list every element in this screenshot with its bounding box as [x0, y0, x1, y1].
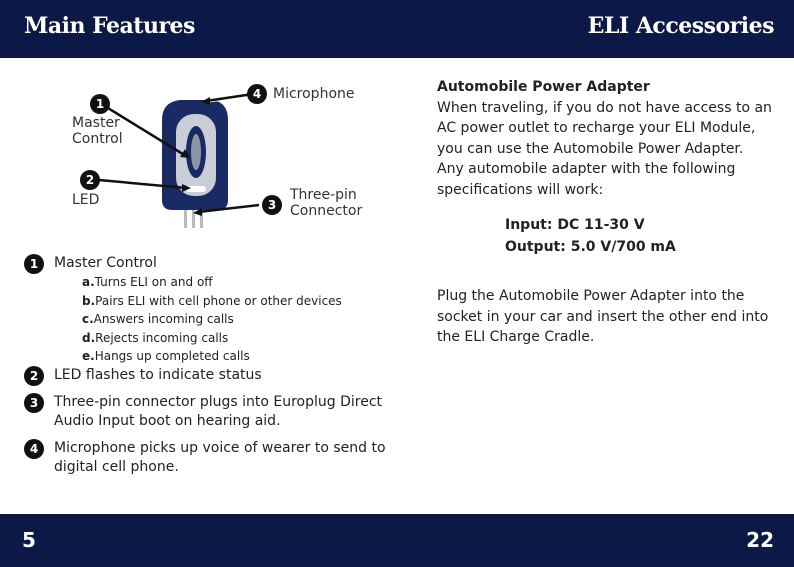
- master-control-list: [24, 273, 394, 366]
- section-heading: Automobile Power Adapter: [437, 79, 650, 95]
- input-spec: Input: DC 11-30 V: [505, 217, 645, 233]
- feature-item: [24, 439, 394, 477]
- led-label: LED: [72, 192, 100, 208]
- left-page-number: 5: [22, 528, 36, 552]
- device-diagram: [0, 60, 400, 250]
- feature-number-3: 3: [24, 393, 44, 413]
- adapter-section: [437, 77, 772, 348]
- connector-label: Three-pin Connector: [290, 187, 363, 219]
- feature-text: Master Control: [54, 255, 157, 271]
- callout-4-marker: 4: [247, 84, 267, 104]
- adapter-specs: [505, 214, 772, 258]
- microphone-label: Microphone: [273, 86, 355, 102]
- feature-list: [24, 254, 394, 477]
- left-page-title: Main Features: [24, 13, 195, 39]
- output-spec: Output: 5.0 V/700 mA: [505, 239, 676, 255]
- feature-item: [24, 393, 394, 431]
- list-item: a.Turns ELI on and off: [82, 275, 213, 289]
- feature-number-4: 4: [24, 439, 44, 459]
- callout-2-marker: 2: [80, 170, 100, 190]
- list-item: e.Hangs up completed calls: [82, 349, 250, 363]
- adapter-instructions: Plug the Automobile Power Adapter into the socket in your car and insert the other end into the ELI Charge Cradle.: [437, 288, 769, 345]
- feature-number-2: 2: [24, 366, 44, 386]
- callout-1-marker: 1: [90, 94, 110, 114]
- master-control-label: Master Control: [72, 115, 123, 147]
- callout-3-marker: 3: [262, 195, 282, 215]
- adapter-intro: When traveling, if you do not have access to an AC power outlet to recharge your ELI Module, you can use the Automobile Power Adapter. Any automobile adapter with the following specifications will work:: [437, 99, 772, 198]
- feature-item: [24, 254, 394, 273]
- feature-text: LED flashes to indicate status: [54, 366, 262, 383]
- feature-text: Microphone picks up voice of wearer to send to digital cell phone.: [54, 439, 386, 475]
- right-page-title: ELI Accessories: [587, 13, 774, 39]
- list-item: d.Rejects incoming calls: [82, 330, 229, 345]
- list-item: c.Answers incoming calls: [82, 312, 234, 326]
- feature-item: [24, 366, 394, 385]
- list-item: b.Pairs ELI with cell phone or other devices: [82, 293, 342, 308]
- footer-bar: [0, 514, 794, 567]
- header-bar: [0, 0, 794, 58]
- right-page-number: 22: [746, 528, 774, 552]
- feature-number-1: 1: [24, 254, 44, 274]
- feature-text: Three-pin connector plugs into Europlug Direct Audio Input boot on hearing aid.: [54, 393, 383, 429]
